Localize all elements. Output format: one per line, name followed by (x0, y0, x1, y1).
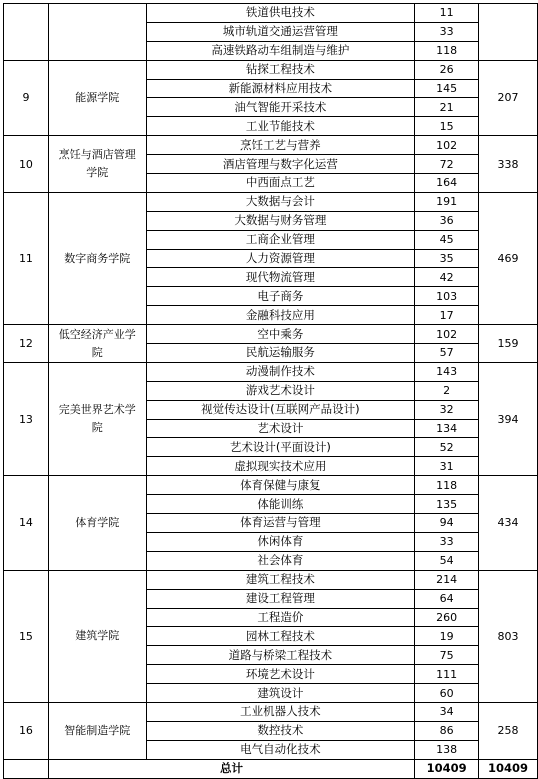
major-name-cell: 体育保健与康复 (146, 476, 415, 495)
table-row (4, 325, 538, 344)
major-count-cell: 118 (415, 476, 479, 495)
table-row (4, 570, 538, 589)
summary-count: 10409 (415, 759, 479, 778)
major-name-cell: 艺术设计 (146, 419, 415, 438)
summary-total: 10409 (479, 759, 538, 778)
major-count-cell: 35 (415, 249, 479, 268)
major-count-cell: 72 (415, 155, 479, 174)
major-count-cell: 21 (415, 98, 479, 117)
major-count-cell: 86 (415, 721, 479, 740)
major-name-cell: 视觉传达设计(互联网产品设计) (146, 400, 415, 419)
major-count-cell: 11 (415, 4, 479, 23)
major-count-cell: 42 (415, 268, 479, 287)
major-name-cell: 建设工程管理 (146, 589, 415, 608)
major-count-cell: 19 (415, 627, 479, 646)
major-name-cell: 数控技术 (146, 721, 415, 740)
major-name-cell: 虚拟现实技术应用 (146, 457, 415, 476)
table-row (4, 4, 538, 23)
college-total-cell: 469 (479, 192, 538, 324)
major-name-cell: 民航运输服务 (146, 344, 415, 363)
college-name-cell (48, 4, 146, 61)
major-count-cell: 60 (415, 684, 479, 703)
college-number-cell (4, 4, 49, 61)
major-count-cell: 31 (415, 457, 479, 476)
major-name-cell: 高速铁路动车组制造与维护 (146, 41, 415, 60)
major-count-cell: 138 (415, 740, 479, 759)
major-count-cell: 26 (415, 60, 479, 79)
major-name-cell: 城市轨道交通运营管理 (146, 22, 415, 41)
major-name-cell: 铁道供电技术 (146, 4, 415, 23)
major-count-cell: 102 (415, 136, 479, 155)
major-count-cell: 102 (415, 325, 479, 344)
major-name-cell: 建筑设计 (146, 684, 415, 703)
table-row (4, 136, 538, 155)
major-count-cell: 52 (415, 438, 479, 457)
college-number-cell: 11 (4, 192, 49, 324)
major-name-cell: 休闲体育 (146, 532, 415, 551)
enrollment-table-body (4, 4, 538, 779)
table-row (4, 60, 538, 79)
major-count-cell: 111 (415, 665, 479, 684)
major-count-cell: 15 (415, 117, 479, 136)
major-name-cell: 烹饪工艺与营养 (146, 136, 415, 155)
college-total-cell (479, 4, 538, 61)
major-count-cell: 36 (415, 211, 479, 230)
major-count-cell: 75 (415, 646, 479, 665)
college-name-cell: 建筑学院 (48, 570, 146, 702)
college-name-cell: 低空经济产业学院 (48, 325, 146, 363)
major-name-cell: 酒店管理与数字化运营 (146, 155, 415, 174)
table-row (4, 362, 538, 381)
major-name-cell: 游戏艺术设计 (146, 381, 415, 400)
major-name-cell: 钻探工程技术 (146, 60, 415, 79)
major-name-cell: 新能源材料应用技术 (146, 79, 415, 98)
major-count-cell: 2 (415, 381, 479, 400)
major-count-cell: 33 (415, 532, 479, 551)
college-total-cell: 258 (479, 702, 538, 759)
major-count-cell: 191 (415, 192, 479, 211)
major-name-cell: 电子商务 (146, 287, 415, 306)
major-count-cell: 260 (415, 608, 479, 627)
major-name-cell: 人力资源管理 (146, 249, 415, 268)
major-name-cell: 艺术设计(平面设计) (146, 438, 415, 457)
major-count-cell: 118 (415, 41, 479, 60)
summary-spacer-cell (4, 759, 49, 778)
major-count-cell: 94 (415, 514, 479, 533)
table-row (4, 192, 538, 211)
major-name-cell: 大数据与财务管理 (146, 211, 415, 230)
college-total-cell: 394 (479, 362, 538, 475)
major-name-cell: 油气智能开采技术 (146, 98, 415, 117)
major-count-cell: 17 (415, 306, 479, 325)
major-count-cell: 143 (415, 362, 479, 381)
college-total-cell: 434 (479, 476, 538, 570)
college-number-cell: 14 (4, 476, 49, 570)
college-number-cell: 10 (4, 136, 49, 193)
major-count-cell: 135 (415, 495, 479, 514)
major-count-cell: 32 (415, 400, 479, 419)
major-name-cell: 社会体育 (146, 551, 415, 570)
college-number-cell: 13 (4, 362, 49, 475)
major-name-cell: 大数据与会计 (146, 192, 415, 211)
major-name-cell: 金融科技应用 (146, 306, 415, 325)
major-count-cell: 103 (415, 287, 479, 306)
college-total-cell: 207 (479, 60, 538, 136)
major-count-cell: 145 (415, 79, 479, 98)
major-name-cell: 现代物流管理 (146, 268, 415, 287)
college-name-cell: 智能制造学院 (48, 702, 146, 759)
summary-label: 总计 (48, 759, 414, 778)
college-name-cell: 体育学院 (48, 476, 146, 570)
major-count-cell: 164 (415, 174, 479, 193)
major-name-cell: 道路与桥梁工程技术 (146, 646, 415, 665)
college-total-cell: 159 (479, 325, 538, 363)
college-number-cell: 12 (4, 325, 49, 363)
major-name-cell: 电气自动化技术 (146, 740, 415, 759)
college-number-cell: 16 (4, 702, 49, 759)
table-row (4, 702, 538, 721)
college-name-cell: 烹饪与酒店管理学院 (48, 136, 146, 193)
major-name-cell: 工业节能技术 (146, 117, 415, 136)
major-count-cell: 45 (415, 230, 479, 249)
major-name-cell: 中西面点工艺 (146, 174, 415, 193)
major-name-cell: 工程造价 (146, 608, 415, 627)
major-name-cell: 建筑工程技术 (146, 570, 415, 589)
college-name-cell: 能源学院 (48, 60, 146, 136)
college-total-cell: 803 (479, 570, 538, 702)
major-count-cell: 64 (415, 589, 479, 608)
major-name-cell: 工业机器人技术 (146, 702, 415, 721)
college-name-cell: 完美世界艺术学院 (48, 362, 146, 475)
college-name-cell: 数字商务学院 (48, 192, 146, 324)
major-count-cell: 54 (415, 551, 479, 570)
major-count-cell: 33 (415, 22, 479, 41)
college-total-cell: 338 (479, 136, 538, 193)
summary-row (4, 759, 538, 778)
table-row (4, 476, 538, 495)
major-name-cell: 园林工程技术 (146, 627, 415, 646)
major-count-cell: 214 (415, 570, 479, 589)
enrollment-table (3, 3, 538, 779)
major-name-cell: 体育运营与管理 (146, 514, 415, 533)
college-number-cell: 15 (4, 570, 49, 702)
major-name-cell: 空中乘务 (146, 325, 415, 344)
major-name-cell: 动漫制作技术 (146, 362, 415, 381)
major-count-cell: 134 (415, 419, 479, 438)
major-name-cell: 环境艺术设计 (146, 665, 415, 684)
major-count-cell: 34 (415, 702, 479, 721)
major-name-cell: 体能训练 (146, 495, 415, 514)
college-number-cell: 9 (4, 60, 49, 136)
major-name-cell: 工商企业管理 (146, 230, 415, 249)
major-count-cell: 57 (415, 344, 479, 363)
